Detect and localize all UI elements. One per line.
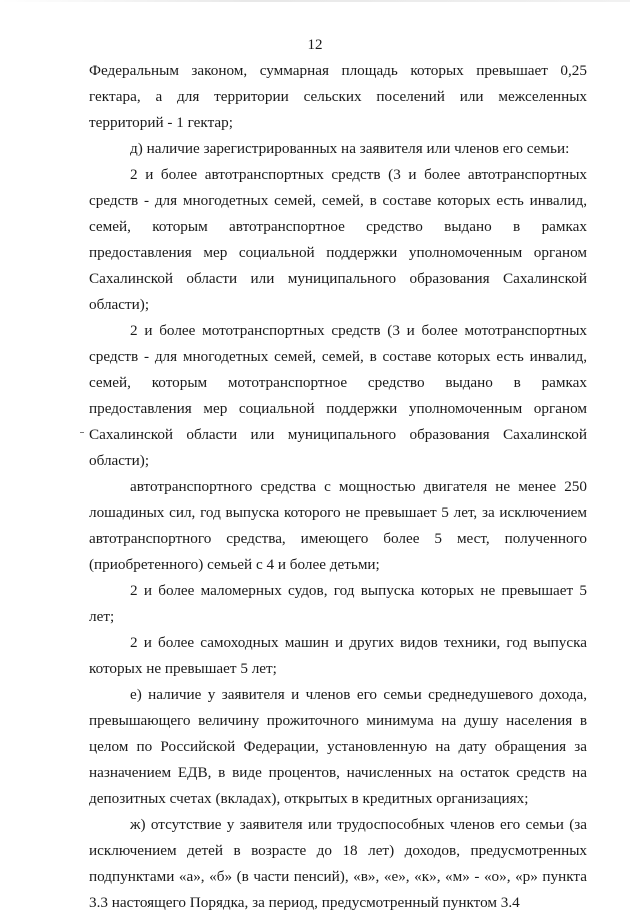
- paragraph-item-zh: ж) отсутствие у заявителя или трудоспособных членов его семьи (за исключением детей в возрасте до 18 лет) доходов, предусмотренных подпунктами «а», «б» (в части пенсий), «в», «е», «к», «м» - «о», «р» пункта 3.3 настоящего Порядка, за период, предусмотренный пунктом 3.4: [89, 816, 587, 911]
- paragraph-item-d: д) наличие зарегистрированных на заявителя или членов его семьи:: [130, 140, 570, 157]
- paragraph-motorcycles: 2 и более мототранспортных средств (3 и более мототранспортных средств - для многодетных семей, семей, в составе которых есть инвалид, семей, которым мототранспортное средство выдано в рамках предоставления мер социальной поддержки уполномоченным органом Сахалинской области или муниципального образования Сахалинской области);: [89, 322, 587, 469]
- page-number: 12: [307, 37, 323, 53]
- paragraph-small-boats: 2 и более маломерных судов, год выпуска которых не превышает 5 лет;: [89, 582, 587, 625]
- scan-edge: [0, 0, 630, 2]
- paragraph-high-power-vehicle: автотранспортного средства с мощностью двигателя не менее 250 лошадиных сил, год выпуска которого не превышает 5 лет, за исключением автотранспортного средства, имеющего более 5 мест, полученного (приобретенного) семьей с 4 и более детьми;: [89, 478, 587, 573]
- paragraph-item-e: е) наличие у заявителя и членов его семьи среднедушевого дохода, превышающего величину прожиточного минимума на душу населения в целом по Российской Федерации, установленную на дату обращения за назначением ЕДВ, в виде процентов, начисленных на остаток средств на депозитных счетах (вкладах), открытых в кредитных организациях;: [89, 686, 587, 807]
- scan-speck: [80, 432, 84, 433]
- paragraph-motor-vehicles: 2 и более автотранспортных средств (3 и более автотранспортных средств - для многодетных семей, семей, в составе которых есть инвалид, семей, которым автотранспортное средство выдано в рамках предоставления мер социальной поддержки уполномоченным органом Сахалинской области или муниципального образования Сахалинской области);: [89, 166, 587, 313]
- document-body: [89, 58, 587, 916]
- paragraph-land-area: Федеральным законом, суммарная площадь которых превышает 0,25 гектара, а для территории сельских поселений или межселенных территорий - 1 гектар;: [89, 62, 587, 131]
- paragraph-self-propelled-machines: 2 и более самоходных машин и других видов техники, год выпуска которых не превышает 5 лет;: [89, 634, 587, 677]
